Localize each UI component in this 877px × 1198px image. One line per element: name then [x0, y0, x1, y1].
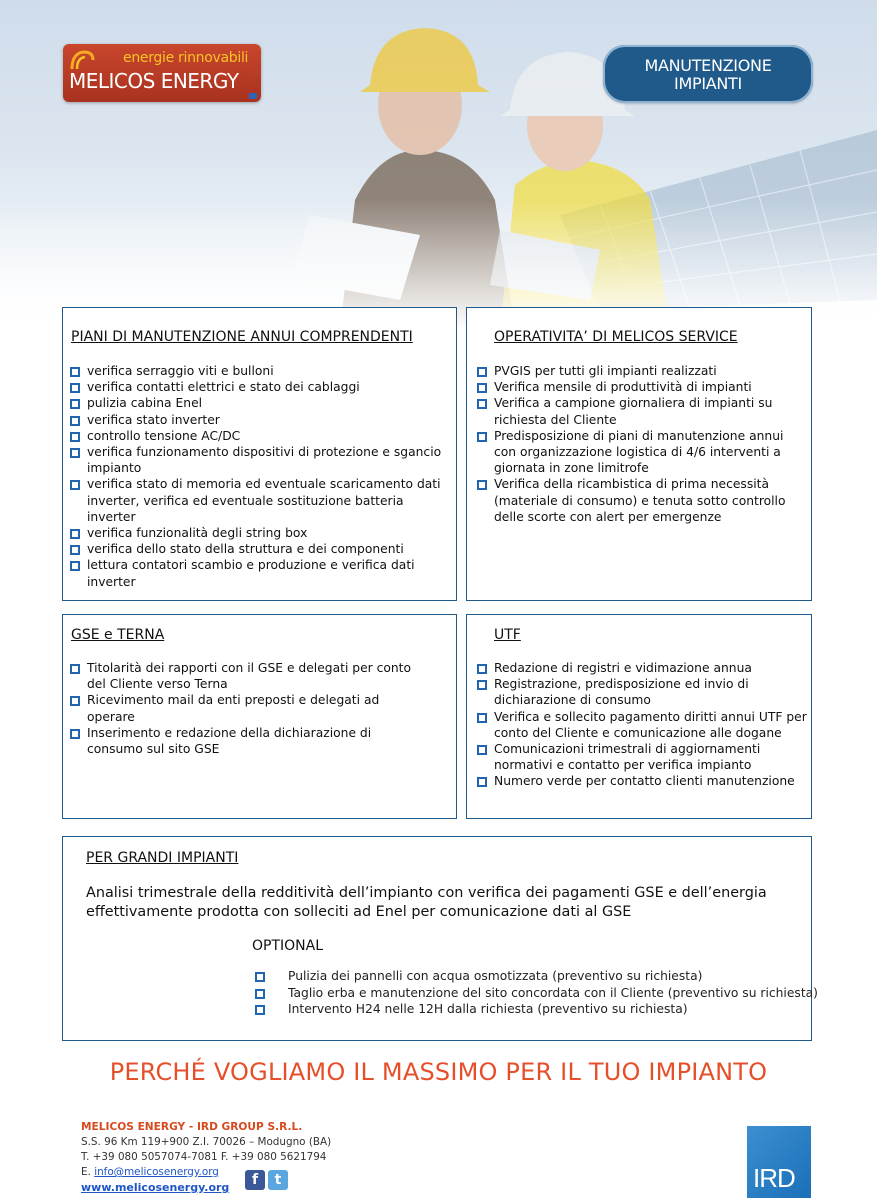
list-item: [470, 660, 808, 676]
list-item: [470, 773, 808, 789]
utf-list: [470, 660, 808, 790]
piani-list: [63, 363, 455, 590]
list-item: [470, 363, 808, 379]
list-item-text: Verifica a campione giornaliera di impianti su richiesta del Cliente: [494, 396, 773, 427]
square-bullet-icon: [477, 777, 487, 787]
footer-website-link[interactable]: www.melicosenergy.org: [81, 1181, 230, 1194]
section-title: OPERATIVITA’ DI MELICOS SERVICE: [494, 329, 738, 345]
list-item-text: Taglio erba e manutenzione del sito concordata con il Cliente (preventivo su richiesta): [288, 985, 818, 1000]
list-item-text: lettura contatori scambio e produzione e verifica dati inverter: [87, 558, 415, 589]
list-item-text: verifica dello stato della struttura e dei componenti: [87, 542, 404, 557]
list-item-text: verifica contatti elettrici e stato dei cablaggi: [87, 380, 360, 395]
footer-website-row: [81, 1180, 331, 1196]
square-bullet-icon: [70, 529, 80, 539]
list-item: [63, 525, 455, 541]
list-item: [254, 1001, 818, 1018]
square-bullet-icon: [70, 383, 80, 393]
list-item-text: Numero verde per contatto clienti manutenzione: [494, 774, 795, 789]
list-item: [63, 363, 455, 379]
badge-line-2: IMPIANTI: [674, 74, 742, 93]
gse-list: [63, 660, 423, 757]
square-bullet-icon: [477, 680, 487, 690]
list-item-text: Predisposizione di piani di manutenzione annui con organizzazione logistica di 4/6 interventi a giornata in zone limitrofe: [494, 428, 784, 476]
ird-logo-text: IRD: [753, 1163, 795, 1193]
list-item: [470, 379, 808, 395]
list-item-text: Redazione di registri e vidimazione annua: [494, 661, 752, 675]
section-piani-manutenzione: [62, 307, 457, 601]
list-item-text: Registrazione, predisposizione ed invio di dichiarazione di consumo: [494, 677, 749, 708]
badge-line-1: MANUTENZIONE: [644, 56, 772, 75]
section-utf: [466, 614, 812, 819]
list-item-text: Verifica e sollecito pagamento diritti annui UTF per conto del Cliente e comunicazione alle dogane: [494, 709, 807, 740]
square-bullet-icon: [477, 713, 487, 723]
square-bullet-icon: [70, 399, 80, 409]
grandi-impianti-description: Analisi trimestrale della redditività dell’impianto con verifica dei pagamenti GSE e dell’energia effettivamente prodotta con solleciti ad Enel per comunicazione dati al GSE: [86, 885, 767, 920]
list-item: [470, 741, 808, 773]
list-item: [63, 725, 423, 757]
square-bullet-icon: [477, 745, 487, 755]
list-item-text: verifica stato inverter: [87, 412, 220, 427]
list-item: [470, 676, 808, 708]
list-item-text: verifica funzionamento dispositivi di protezione e sgancio impianto: [87, 445, 442, 476]
logo-name: MELICOS ENERGY: [69, 69, 239, 93]
sun-logo-icon: [69, 49, 95, 71]
square-bullet-icon: [70, 480, 80, 490]
melicos-energy-logo[interactable]: [63, 44, 261, 102]
square-bullet-icon: [477, 432, 487, 442]
list-item-text: Intervento H24 nelle 12H dalla richiesta (preventivo su richiesta): [288, 1002, 688, 1016]
square-bullet-icon: [70, 367, 80, 377]
slogan-heading: PERCHÉ VOGLIAMO IL MASSIMO PER IL TUO IMPIANTO: [109, 1058, 768, 1086]
footer-email-link[interactable]: info@melicosenergy.org: [94, 1166, 219, 1178]
list-item-text: verifica funzionalità degli string box: [87, 526, 308, 541]
list-item: [63, 476, 455, 525]
hero-banner: [0, 0, 877, 330]
list-item: [63, 660, 423, 692]
list-item-text: Pulizia dei pannelli con acqua osmotizzata (preventivo su richiesta): [288, 969, 703, 983]
footer-email-label: E.: [81, 1166, 91, 1178]
list-item: [470, 395, 808, 427]
optional-title: OPTIONAL: [252, 938, 324, 954]
square-bullet-icon: [477, 664, 487, 674]
square-bullet-icon: [70, 561, 80, 571]
manutenzione-impianti-badge: [603, 45, 813, 103]
list-item: [470, 428, 808, 477]
footer-company: MELICOS ENERGY - IRD GROUP S.R.L.: [81, 1121, 303, 1133]
square-bullet-icon: [477, 367, 487, 377]
logo-tagline: energie rinnovabili: [123, 50, 249, 66]
square-bullet-icon: [70, 729, 80, 739]
list-item-text: Verifica mensile di produttività di impianti: [494, 380, 752, 395]
square-bullet-icon: [70, 416, 80, 426]
list-item-text: Titolarità dei rapporti con il GSE e delegati per conto del Cliente verso Terna: [87, 661, 412, 692]
list-item: [63, 412, 455, 428]
list-item-text: PVGIS per tutti gli impianti realizzati: [494, 364, 717, 378]
footer-phones: T. +39 080 5057074-7081 F. +39 080 5621794: [81, 1151, 327, 1163]
list-item-text: Ricevimento mail da enti preposti e delegati ad operare: [87, 693, 380, 724]
footer-address: S.S. 96 Km 119+900 Z.I. 70026 – Modugno (BA): [81, 1136, 332, 1148]
list-item: [63, 444, 455, 476]
section-title: PIANI DI MANUTENZIONE ANNUI COMPRENDENTI: [71, 329, 413, 345]
list-item: [470, 709, 808, 741]
list-item-text: Verifica della ricambistica di prima necessità (materiale di consumo) e tenuta sotto controllo delle scorte con alert per emergenze: [494, 477, 786, 524]
square-bullet-icon: [70, 664, 80, 674]
section-title: PER GRANDI IMPIANTI: [86, 850, 239, 866]
list-item-text: verifica stato di memoria ed eventuale scaricamento dati inverter, verifica ed eventuale sostituzione batteria inverter: [87, 477, 441, 524]
square-bullet-icon: [477, 480, 487, 490]
list-item-text: Inserimento e redazione della dichiarazione di consumo sul sito GSE: [87, 725, 372, 757]
square-bullet-icon: [70, 448, 80, 458]
section-title: GSE e TERNA: [71, 627, 165, 643]
list-item: [254, 968, 818, 985]
social-links: [245, 1170, 291, 1190]
square-bullet-icon: [477, 383, 487, 393]
section-gse-terna: [62, 614, 457, 819]
square-bullet-icon: [477, 399, 487, 409]
list-item-text: Comunicazioni trimestrali di aggiornamenti normativi e contatto per verifica impianto: [494, 742, 761, 773]
list-item: [63, 379, 455, 395]
list-item: [63, 541, 455, 557]
list-item-text: pulizia cabina Enel: [87, 396, 203, 411]
optional-list: [254, 968, 818, 1018]
operativita-list: [470, 363, 808, 525]
list-item: [470, 476, 808, 525]
section-title: UTF: [494, 627, 521, 643]
square-bullet-icon: [255, 1005, 265, 1015]
ird-group-logo: [747, 1126, 811, 1198]
twitter-icon[interactable]: t: [268, 1170, 288, 1190]
square-bullet-icon: [70, 696, 80, 706]
footer-email-row: [81, 1165, 331, 1180]
square-bullet-icon: [70, 432, 80, 442]
logo-flag-icon: [249, 93, 257, 99]
list-item: [63, 428, 455, 444]
list-item: [63, 395, 455, 411]
square-bullet-icon: [255, 989, 265, 999]
list-item: [63, 557, 455, 589]
footer-contacts: [81, 1120, 331, 1196]
list-item-text: controllo tensione AC/DC: [87, 428, 241, 443]
list-item: [63, 692, 423, 724]
square-bullet-icon: [70, 545, 80, 555]
square-bullet-icon: [255, 972, 265, 982]
list-item: [254, 985, 818, 1002]
facebook-icon[interactable]: f: [245, 1170, 265, 1190]
section-operativita-melicos-service: [466, 307, 812, 601]
list-item-text: verifica serraggio viti e bulloni: [87, 364, 274, 378]
